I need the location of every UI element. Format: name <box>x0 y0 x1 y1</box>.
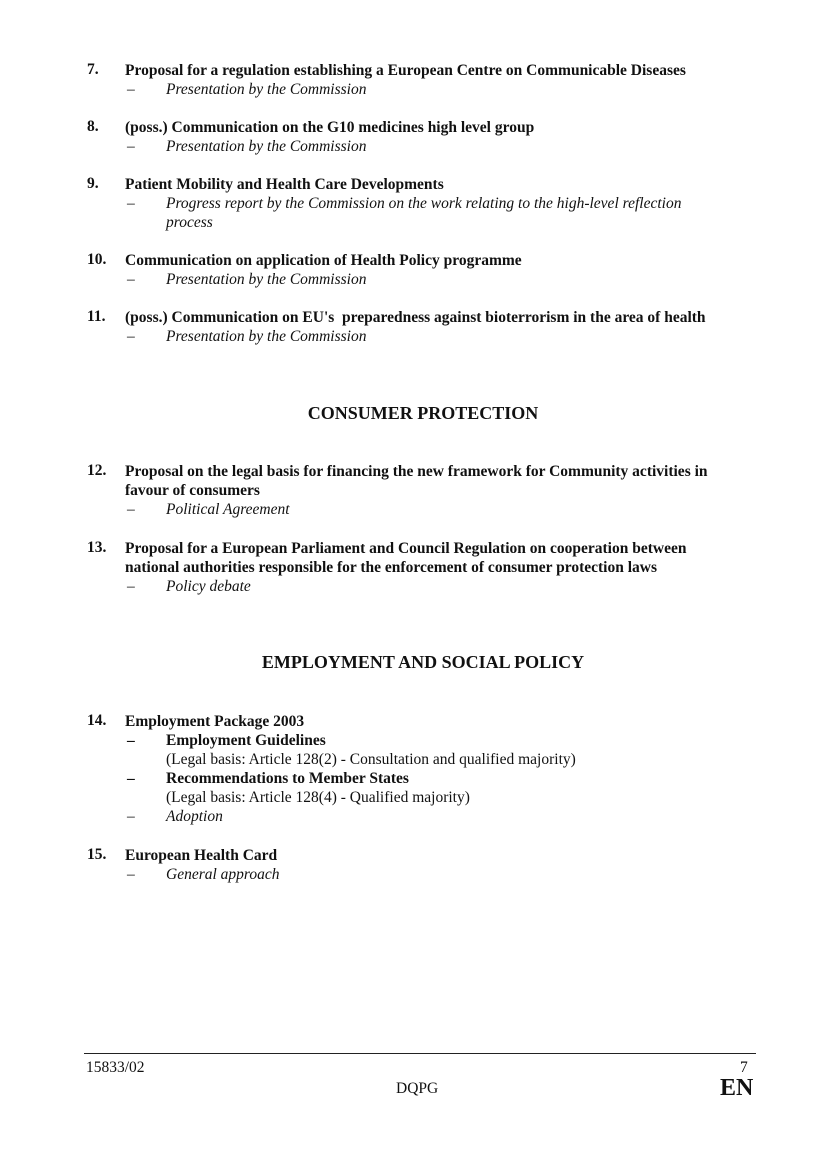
dash: – <box>127 328 135 345</box>
agenda-item-8 <box>87 118 767 156</box>
agenda-item-7 <box>87 61 767 99</box>
legal-basis-recommendations: (Legal basis: Article 128(4) - Qualified majority) <box>166 789 470 806</box>
item-sub-text: Presentation by the Commission <box>166 328 367 345</box>
dash: – <box>127 732 135 749</box>
section-heading-employment-social-policy: EMPLOYMENT AND SOCIAL POLICY <box>261 652 585 672</box>
agenda-item-12 <box>87 462 787 519</box>
item-number: 8. <box>87 118 99 135</box>
item-title: (poss.) Communication on EU's preparedness against bioterrorism in the area of health <box>125 309 706 326</box>
item-number: 15. <box>87 846 107 863</box>
footer-page-number: 7 <box>740 1059 748 1076</box>
footer-department: DQPG <box>396 1080 439 1097</box>
agenda-item-11 <box>87 308 787 346</box>
dash: – <box>127 81 135 98</box>
legal-basis-guidelines: (Legal basis: Article 128(2) - Consultation and qualified majority) <box>166 751 576 768</box>
item-sub-text: Policy debate <box>166 578 251 595</box>
item-sub <box>125 500 787 519</box>
dash: – <box>127 195 135 212</box>
item-number: 10. <box>87 251 107 268</box>
dash: – <box>127 866 135 883</box>
footer-doc-number: 15833/02 <box>86 1059 145 1076</box>
item-sub-text: General approach <box>166 866 280 883</box>
item-sub <box>125 270 767 289</box>
agenda-item-10 <box>87 251 767 289</box>
item-sub-text: Adoption <box>166 808 223 825</box>
item-sub-text: process <box>166 214 213 231</box>
item-sub <box>125 807 767 826</box>
agenda-item-14 <box>87 712 767 826</box>
item-title: Communication on application of Health Policy programme <box>125 252 522 269</box>
item-sub-text: Employment Guidelines <box>166 732 326 749</box>
section-heading-consumer-protection: CONSUMER PROTECTION <box>307 403 539 423</box>
item-sub-text: Progress report by the Commission on the work relating to the high-level reflection <box>166 195 682 212</box>
dash: – <box>127 578 135 595</box>
dash: – <box>127 770 135 787</box>
item-title: European Health Card <box>125 847 278 864</box>
item-title: Proposal for a regulation establishing a European Centre on Communicable Diseases <box>125 62 686 79</box>
dash: – <box>127 501 135 518</box>
item-title: Patient Mobility and Health Care Developments <box>125 176 444 193</box>
item-title: (poss.) Communication on the G10 medicines high level group <box>125 119 535 136</box>
item-number: 9. <box>87 175 99 192</box>
dash: – <box>127 138 135 155</box>
item-number: 11. <box>87 308 106 325</box>
item-sub <box>125 137 767 156</box>
item-sub-continued <box>125 213 767 232</box>
item-sub-text: Presentation by the Commission <box>166 271 367 288</box>
item-sub-text: Presentation by the Commission <box>166 81 367 98</box>
item-number: 7. <box>87 61 99 78</box>
item-number: 12. <box>87 462 107 479</box>
item-title-line-1: Proposal on the legal basis for financing the new framework for Community activities in <box>125 463 708 480</box>
item-sub-text: Presentation by the Commission <box>166 138 367 155</box>
item-sub <box>125 577 787 596</box>
item-sub <box>125 865 767 884</box>
item-title: Employment Package 2003 <box>125 713 305 730</box>
item-title-line-2: national authorities responsible for the enforcement of consumer protection laws <box>125 559 657 576</box>
item-number: 13. <box>87 539 107 556</box>
item-number: 14. <box>87 712 107 729</box>
agenda-item-15 <box>87 846 767 884</box>
agenda-item-9 <box>87 175 767 232</box>
footer-divider <box>84 1053 756 1054</box>
item-sub-text: Recommendations to Member States <box>166 770 409 787</box>
item-sub <box>125 80 767 99</box>
item-title-line-2: favour of consumers <box>125 482 260 499</box>
item-title-line-1: Proposal for a European Parliament and Council Regulation on cooperation between <box>125 540 687 557</box>
dash: – <box>127 808 135 825</box>
item-sub-text: Political Agreement <box>166 501 290 518</box>
dash: – <box>127 271 135 288</box>
item-sub <box>125 194 767 213</box>
agenda-item-13 <box>87 539 787 596</box>
item-sub <box>125 327 787 346</box>
item-sub-guidelines <box>125 731 767 750</box>
item-sub-recommendations <box>125 769 767 788</box>
footer-language: EN <box>720 1075 754 1101</box>
